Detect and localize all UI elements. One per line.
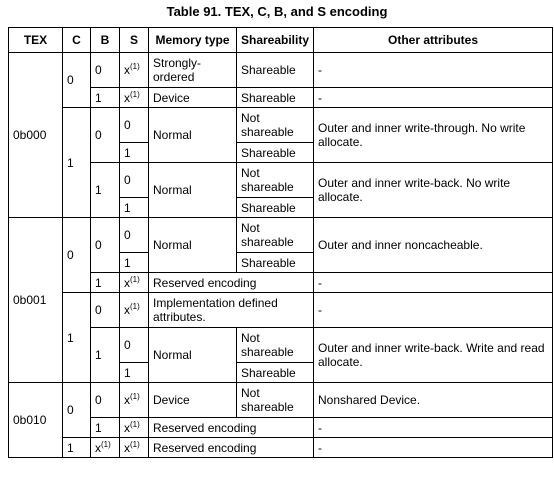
tex-cell: 0b010 bbox=[9, 383, 63, 458]
b-cell: 1 bbox=[91, 418, 120, 438]
memory-type-cell: Strongly- ordered bbox=[149, 53, 237, 88]
s-cell: 1 bbox=[120, 363, 149, 383]
s-cell: $x^{(1)}$ bbox=[120, 273, 149, 293]
other-attributes-cell: Outer and inner write-back. No write allocate. bbox=[314, 163, 553, 218]
b-cell: 0 bbox=[91, 108, 120, 163]
memory-type-cell: Normal bbox=[149, 218, 237, 273]
c-cell: 1 bbox=[63, 293, 91, 383]
s-cell: 0 bbox=[120, 328, 149, 363]
table-row bbox=[9, 293, 553, 328]
shareability-cell: Not shareable bbox=[237, 328, 314, 363]
header-b: B bbox=[91, 28, 120, 53]
footnote-ref: (1) bbox=[130, 419, 140, 429]
s-cell: 1 bbox=[120, 253, 149, 273]
other-attributes-cell: - bbox=[314, 88, 553, 108]
other-attributes-cell: - bbox=[314, 293, 553, 328]
header-tex: TEX bbox=[9, 28, 63, 53]
memory-type-cell: Reserved encoding bbox=[149, 438, 314, 458]
table-row bbox=[9, 418, 553, 438]
other-attributes-cell: Outer and inner write-back. Write and read allocate. bbox=[314, 328, 553, 383]
table-row bbox=[9, 438, 553, 458]
memory-type-cell: Device bbox=[149, 88, 237, 108]
c-cell: 0 bbox=[63, 383, 91, 438]
s-cell: $x^{(1)}$ bbox=[120, 438, 149, 458]
s-cell: $x^{(1)}$ bbox=[120, 418, 149, 438]
s-cell: $x^{(1)}$ bbox=[120, 293, 149, 328]
b-cell: 0 bbox=[91, 293, 120, 328]
table-title: Table 91. TEX, C, B, and S encoding bbox=[166, 4, 388, 19]
c-cell: 1 bbox=[63, 438, 91, 458]
footnote-ref: (1) bbox=[130, 302, 140, 311]
other-attributes-cell: Outer and inner noncacheable. bbox=[314, 218, 553, 273]
other-attributes-cell: Nonshared Device. bbox=[314, 383, 553, 418]
s-cell: $x^{(1)}$ bbox=[120, 383, 149, 418]
b-cell: 0 bbox=[91, 218, 120, 273]
b-cell: 0 bbox=[91, 53, 120, 88]
footnote-ref: (1) bbox=[130, 274, 140, 284]
s-cell: 1 bbox=[120, 198, 149, 218]
header-c: C bbox=[63, 28, 91, 53]
shareability-cell: Shareable bbox=[237, 363, 314, 383]
shareability-cell: Shareable bbox=[237, 88, 314, 108]
shareability-cell: Shareable bbox=[237, 53, 314, 88]
b-cell: 1 bbox=[91, 88, 120, 108]
other-attributes-cell: Outer and inner write-through. No write allocate. bbox=[314, 108, 553, 163]
memory-type-cell: Reserved encoding bbox=[149, 418, 314, 438]
s-cell: 0 bbox=[120, 108, 149, 143]
memory-type-cell: Normal bbox=[149, 163, 237, 218]
b-cell: 1 bbox=[91, 273, 120, 293]
tex-cell: 0b001 bbox=[9, 218, 63, 383]
c-cell: 1 bbox=[63, 108, 91, 218]
b-cell: 1 bbox=[91, 328, 120, 383]
memory-type-cell: Normal bbox=[149, 108, 237, 163]
table-row bbox=[9, 163, 553, 198]
shareability-cell: Shareable bbox=[237, 143, 314, 163]
table-row bbox=[9, 328, 553, 363]
other-attributes-cell: - bbox=[314, 53, 553, 88]
shareability-cell: Shareable bbox=[237, 253, 314, 273]
s-cell: $x^{(1)}$ bbox=[120, 88, 149, 108]
shareability-cell: Not shareable bbox=[237, 163, 314, 198]
table-row bbox=[9, 88, 553, 108]
b-cell: $x^{(1)}$ bbox=[91, 438, 120, 458]
tex-cell: 0b000 bbox=[9, 53, 63, 218]
memory-type-cell: Normal bbox=[149, 328, 237, 383]
other-attributes-cell: - bbox=[314, 438, 553, 458]
footnote-ref: (1) bbox=[130, 392, 140, 401]
header-s: S bbox=[120, 28, 149, 53]
shareability-cell: Not shareable bbox=[237, 383, 314, 418]
s-cell: 0 bbox=[120, 218, 149, 253]
footnote-ref: (1) bbox=[101, 439, 111, 449]
memory-type-cell: Implementation defined attributes. bbox=[149, 293, 314, 328]
s-cell: 1 bbox=[120, 143, 149, 163]
encoding-table bbox=[8, 27, 553, 458]
shareability-cell: Not shareable bbox=[237, 218, 314, 253]
table-row bbox=[9, 273, 553, 293]
footnote-ref: (1) bbox=[130, 89, 140, 99]
footnote-ref: (1) bbox=[130, 439, 140, 449]
table-row bbox=[9, 108, 553, 143]
memory-type-cell: Reserved encoding bbox=[149, 273, 314, 293]
c-cell: 0 bbox=[63, 53, 91, 108]
other-attributes-cell: - bbox=[314, 418, 553, 438]
footnote-ref: (1) bbox=[130, 62, 140, 71]
memory-type-cell: Device bbox=[149, 383, 237, 418]
s-cell: 0 bbox=[120, 163, 149, 198]
other-attributes-cell: - bbox=[314, 273, 553, 293]
s-cell: $x^{(1)}$ bbox=[120, 53, 149, 88]
shareability-cell: Shareable bbox=[237, 198, 314, 218]
header-memory-type: Memory type bbox=[149, 28, 237, 53]
b-cell: 0 bbox=[91, 383, 120, 418]
table-row bbox=[9, 218, 553, 253]
header-row bbox=[9, 28, 553, 53]
table-row bbox=[9, 53, 553, 88]
header-other-attributes: Other attributes bbox=[314, 28, 553, 53]
c-cell: 0 bbox=[63, 218, 91, 293]
table-row bbox=[9, 383, 553, 418]
shareability-cell: Not shareable bbox=[237, 108, 314, 143]
b-cell: 1 bbox=[91, 163, 120, 218]
header-shareability: Shareability bbox=[237, 28, 314, 53]
